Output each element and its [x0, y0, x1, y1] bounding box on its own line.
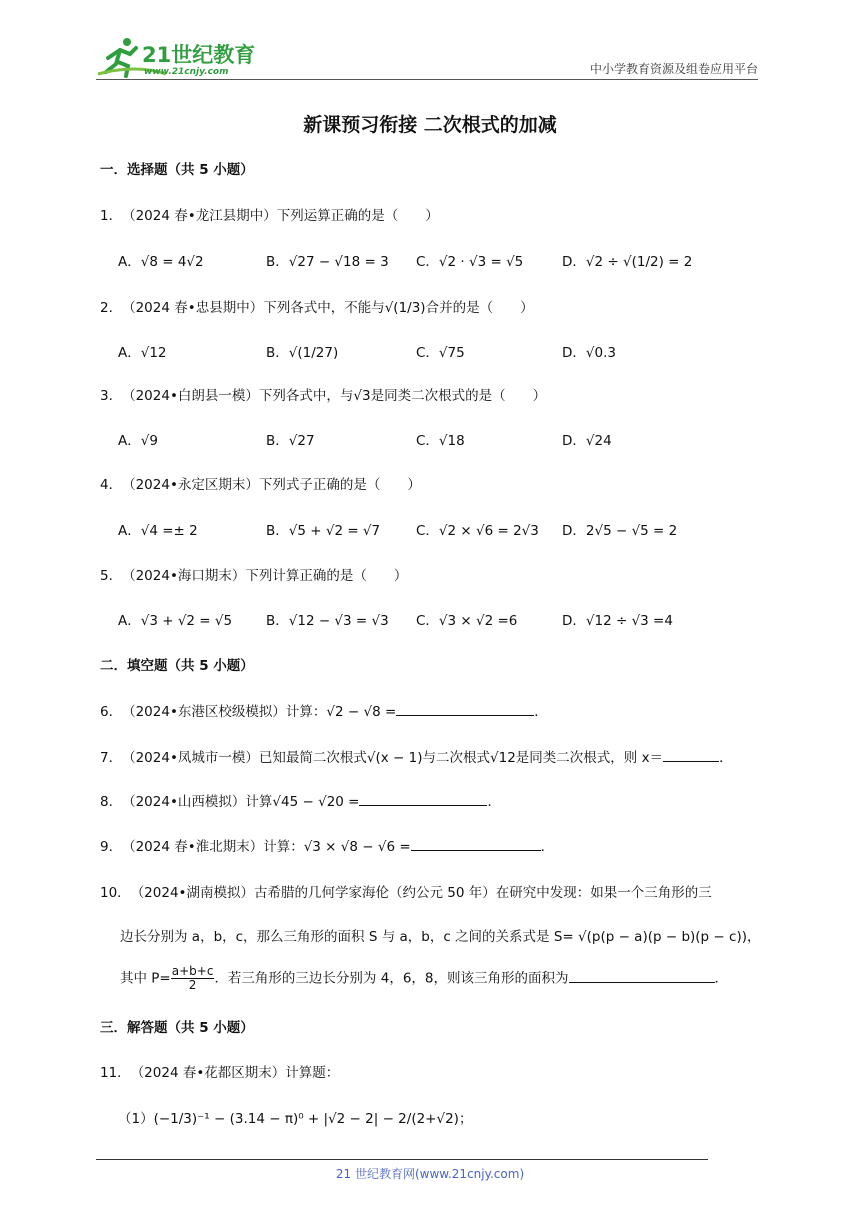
part-label: （1） — [118, 1111, 154, 1127]
q2-option-c: C．√75 — [416, 345, 465, 361]
q4-option-b: B．√5 + √2 = √7 — [266, 523, 381, 539]
question-stem: （2024•山西模拟）计算√45 − √20 = — [122, 794, 360, 810]
q4-option-d: D．2√5 − √5 = 2 — [562, 523, 678, 539]
q1-option-a: A．√8 = 4√2 — [118, 254, 204, 270]
q5-option-b: B．√12 − √3 = √3 — [266, 613, 389, 629]
platform-name: 中小学教育资源及组卷应用平台 — [589, 62, 758, 76]
question-number: 11． — [100, 1065, 131, 1081]
logo-text: 21世纪教育 — [142, 43, 256, 67]
question-stem: （2024•永定区期末）下列式子正确的是（ ） — [122, 477, 421, 493]
q1-option-b: B．√27 − √18 = 3 — [266, 254, 389, 270]
q5-option-d: D．√12 ÷ √3 =4 — [562, 613, 673, 629]
section-heading-answer: 三．解答题（共 5 小题） — [100, 1020, 254, 1036]
answer-blank[interactable] — [396, 701, 534, 716]
header-divider — [96, 79, 758, 80]
question-number: 6． — [100, 704, 123, 720]
part-expression: (−1/3)⁻¹ − (3.14 − π)⁰ + |√2 − 2| − 2/(2+√2)； — [153, 1111, 473, 1127]
question-10-line-1 — [100, 881, 712, 901]
section-heading-choice: 一．选择题（共 5 小题） — [100, 162, 254, 178]
q2-option-d: D．√0.3 — [562, 345, 616, 361]
question-stem: （2024 春•忠县期中）下列各式中，不能与√(1/3)合并的是（ ） — [122, 300, 534, 316]
answer-blank[interactable] — [359, 791, 487, 806]
question-number: 4． — [100, 477, 123, 493]
footer-text[interactable]: 21 世纪教育网(www.21cnjy.com) — [335, 1167, 525, 1181]
q3-option-a: A．√9 — [118, 433, 158, 449]
question-8: 8．（2024•山西模拟）计算√45 − √20 = ． — [100, 790, 501, 810]
q4-option-c: C．√2 × √6 = 2√3 — [416, 523, 539, 539]
footer-divider — [96, 1159, 708, 1160]
q5-option-a: A．√3 + √2 = √5 — [118, 613, 233, 629]
question-number: 10． — [100, 885, 131, 901]
fraction-denominator: 2 — [188, 978, 197, 992]
question-number: 1． — [100, 208, 123, 224]
question-2 — [100, 296, 534, 316]
question-number: 9． — [100, 839, 123, 855]
runner-logo-icon — [96, 34, 266, 80]
question-11-part-1 — [118, 1107, 472, 1127]
question-6: 6．（2024•东港区校级模拟）计算：√2 − √8 = ． — [100, 700, 548, 720]
question-7: 7．（2024•凤城市一模）已知最简二次根式√(x − 1)与二次根式√12是同类二次根式，则 x＝ ． — [100, 746, 733, 766]
q5-option-c: C．√3 × √2 =6 — [416, 613, 518, 629]
section-heading-fill: 二．填空题（共 5 小题） — [100, 658, 254, 674]
answer-blank[interactable] — [663, 747, 719, 762]
q3-option-c: C．√18 — [416, 433, 465, 449]
formula-prefix: 其中 P= — [120, 970, 171, 987]
q2-option-a: A．√12 — [118, 345, 167, 361]
q1-option-d: D．√2 ÷ √(1/2) = 2 — [562, 254, 693, 270]
site-logo — [96, 34, 266, 80]
question-number: 7． — [100, 750, 123, 766]
question-stem: （2024•湖南模拟）古希腊的几何学家海伦（约公元 50 年）在研究中发现：如果一个三角形的三 — [130, 885, 712, 901]
q1-option-c: C．√2 · √3 = √5 — [416, 254, 524, 270]
question-stem: （2024 春•花都区期末）计算题： — [130, 1065, 340, 1081]
logo-url-text: www.21cnjy.com — [144, 67, 229, 77]
question-stem: （2024 春•淮北期末）计算：√3 × √8 − √6 = — [122, 839, 411, 855]
question-stem: （2024•白朗县一模）下列各式中，与√3是同类二次根式的是（ ） — [122, 388, 547, 404]
q3-option-b: B．√27 — [266, 433, 315, 449]
question-stem: （2024•东港区校级模拟）计算：√2 − √8 = — [122, 704, 397, 720]
answer-blank[interactable] — [411, 836, 541, 851]
question-10-line-2: 边长分别为 a，b，c，那么三角形的面积 S 与 a，b，c 之间的关系式是 S= √(p(p − a)(p − b)(p − c))， — [120, 929, 761, 945]
question-1 — [100, 204, 439, 224]
question-number: 5． — [100, 568, 123, 584]
question-stem: ．若三角形的三边长分别为 4，6，8，则该三角形的面积为 — [214, 970, 569, 987]
question-stem: （2024•凤城市一模）已知最简二次根式√(x − 1)与二次根式√12是同类二次根式，则 x＝ — [122, 750, 664, 766]
question-number: 8． — [100, 794, 123, 810]
question-3 — [100, 384, 546, 404]
question-4 — [100, 473, 421, 493]
question-stem: （2024 春•龙江县期中）下列运算正确的是（ ） — [122, 208, 439, 224]
question-stem: （2024•海口期末）下列计算正确的是（ ） — [122, 568, 408, 584]
fraction-numerator: a+b+c — [171, 964, 214, 978]
q3-option-d: D．√24 — [562, 433, 612, 449]
q2-option-b: B．√(1/27) — [266, 345, 339, 361]
question-10-line-3: 其中 P= $\frac{a+b+c}{2}$ ．若三角形的三边长分别为 4，6，8，则该三角形的面积为 ． — [120, 964, 728, 992]
question-11 — [100, 1061, 339, 1081]
q4-option-a: A．√4 =± 2 — [118, 523, 198, 539]
question-number: 2． — [100, 300, 123, 316]
answer-blank[interactable] — [569, 968, 715, 983]
question-9: 9．（2024 春•淮北期末）计算：√3 × √8 − √6 = ． — [100, 835, 554, 855]
question-5 — [100, 564, 407, 584]
question-number: 3． — [100, 388, 123, 404]
page-title: 新课预习衔接 二次根式的加减 — [303, 114, 557, 136]
fraction — [171, 965, 215, 992]
